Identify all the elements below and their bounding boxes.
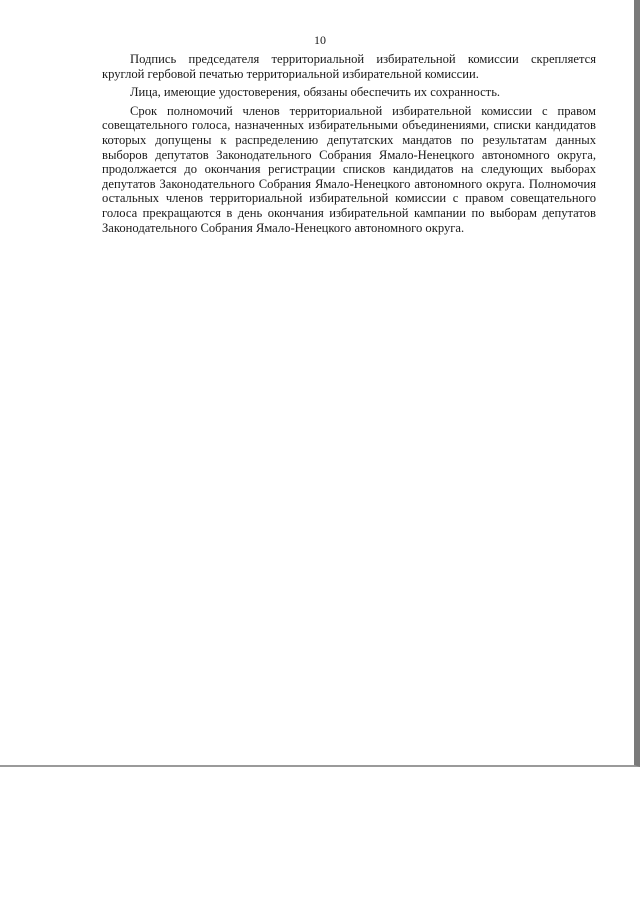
paragraph-seal: Подпись председателя территориальной избирательной комиссии скрепляется круглой гербовой печатью территориальной избирательной комиссии.: [102, 52, 596, 81]
page-number: 10: [314, 33, 326, 47]
paragraph-term-of-office: Срок полномочий членов территориальной избирательной комиссии с правом совещательного голоса, назначенных избирательными объединениями, списки кандидатов которых допущены к распределению депутатских мандатов по результатам данных выборов депутатов Законодательного Собрания Ямало-Ненецкого автономного округа, продолжается до окончания регистрации списков кандидатов на следующих выборах депутатов Законодательного Собрания Ямало-Ненецкого автономного округа. Полномочия остальных членов территориальной избирательной комиссии с правом совещательного голоса прекращаются в день окончания избирательной кампании по выборам депутатов Законодательного Собрания Ямало-Ненецкого автономного округа.: [102, 103, 596, 235]
page-bottom-margin: [0, 767, 640, 905]
paragraph-certificates: Лица, имеющие удостоверения, обязаны обеспечить их сохранность.: [130, 85, 501, 100]
document-body: [102, 52, 596, 235]
